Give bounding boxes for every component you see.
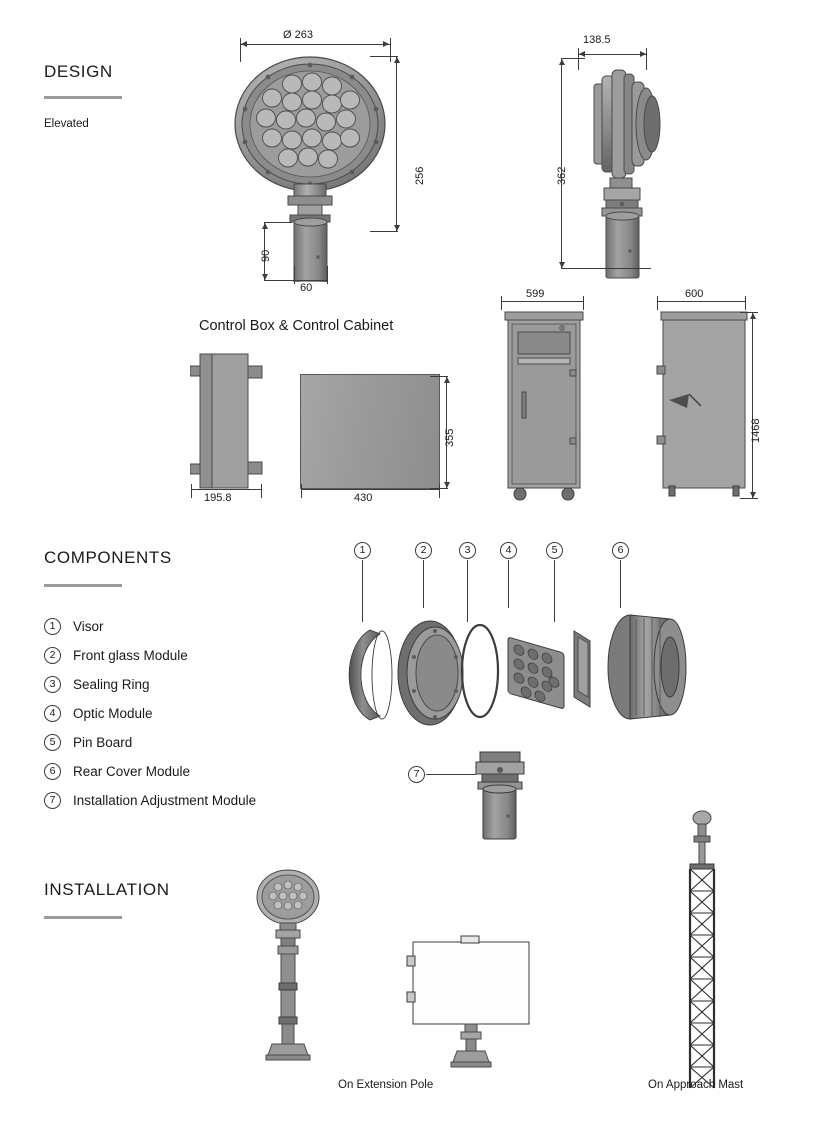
dim-line-60 (294, 280, 327, 281)
dim-box-width: 430 (354, 492, 373, 504)
components-rule (44, 584, 122, 587)
ext-line (740, 498, 758, 499)
control-box-title: Control Box & Control Cabinet (199, 318, 394, 334)
dim-lamp-height: 256 (414, 166, 426, 185)
dim-arrow (262, 223, 268, 229)
installation-section-title: INSTALLATION (44, 880, 170, 899)
dim-arrow (640, 51, 646, 57)
dim-arrow (559, 59, 565, 65)
callout-line-5 (554, 560, 555, 622)
ext-line (430, 488, 448, 489)
component-number: 5 (44, 734, 61, 751)
dim-base-width: 60 (300, 282, 313, 294)
dim-cabinet-height: 1468 (750, 418, 762, 443)
installation-extension-pole (240, 865, 350, 1065)
control-cabinet-side-view (655, 308, 765, 503)
dim-lamp-diameter: Ø 263 (283, 29, 313, 41)
dim-arrow (750, 313, 756, 319)
component-label: Front glass Module (73, 648, 188, 663)
dim-arrow (394, 57, 400, 63)
adjustment-module-diagram (470, 748, 540, 848)
component-number: 4 (44, 705, 61, 722)
callout-5: 5 (546, 542, 563, 559)
dim-arrow (559, 262, 565, 268)
installation-approach-mast (668, 806, 728, 1096)
dim-side-height: 362 (556, 166, 568, 185)
callout-3: 3 (459, 542, 476, 559)
component-label: Sealing Ring (73, 677, 150, 692)
ext-line (561, 58, 585, 59)
ext-line (745, 296, 746, 310)
dim-cabinet-side-width: 600 (685, 288, 704, 300)
components-section-title: COMPONENTS (44, 548, 172, 567)
component-label: Optic Module (73, 706, 153, 721)
component-label: Pin Board (73, 735, 133, 750)
callout-line-2 (423, 560, 424, 608)
ext-line (191, 484, 192, 498)
ext-line (301, 484, 302, 498)
ext-line (561, 268, 651, 269)
caption-extension-pole: On Extension Pole (338, 1079, 434, 1091)
dim-arrow (444, 377, 450, 383)
component-item-6 (44, 757, 256, 786)
dim-arrow (241, 41, 247, 47)
ext-line (390, 44, 391, 62)
design-section-title: DESIGN (44, 62, 113, 81)
dim-line-599 (501, 301, 583, 302)
installation-rule (44, 916, 122, 919)
callout-4: 4 (500, 542, 517, 559)
callout-2: 2 (415, 542, 432, 559)
component-label: Visor (73, 619, 104, 634)
component-item-4 (44, 699, 256, 728)
component-number: 3 (44, 676, 61, 693)
callout-line-4 (508, 560, 509, 608)
dim-arrow (394, 225, 400, 231)
control-box-front-view (300, 374, 440, 489)
dim-base-height: 90 (260, 249, 272, 262)
dim-line-430 (301, 489, 439, 490)
design-rule (44, 96, 122, 99)
dim-box-height: 355 (444, 428, 456, 447)
ext-line (264, 222, 292, 223)
dim-cabinet-width: 599 (526, 288, 545, 300)
dim-line-600 (657, 301, 745, 302)
ext-line (657, 296, 658, 310)
component-number: 2 (44, 647, 61, 664)
component-label: Rear Cover Module (73, 764, 191, 779)
ext-line (264, 280, 296, 281)
callout-6: 6 (612, 542, 629, 559)
installation-cabinet-stand (405, 930, 545, 1070)
dim-arrow (262, 274, 268, 280)
callout-1: 1 (354, 542, 371, 559)
dim-box-depth: 195.8 (204, 492, 232, 504)
dim-arrow (750, 492, 756, 498)
component-item-3 (44, 670, 256, 699)
control-box-side-view (190, 352, 280, 492)
component-number: 7 (44, 792, 61, 809)
callout-line-3 (467, 560, 468, 622)
dim-line-diameter (240, 44, 390, 45)
dim-line-1385 (578, 54, 646, 55)
dim-side-width: 138.5 (583, 34, 611, 46)
dim-line-1468 (752, 312, 753, 498)
components-list (44, 612, 256, 815)
dim-line-362 (561, 58, 562, 268)
component-item-5 (44, 728, 256, 757)
design-sub-label: Elevated (44, 118, 89, 130)
ext-line (583, 296, 584, 310)
ext-line (327, 266, 328, 284)
control-cabinet-front-view (500, 308, 590, 503)
dim-line-1958 (191, 489, 261, 490)
component-number: 6 (44, 763, 61, 780)
component-item-7 (44, 786, 256, 815)
dim-arrow (383, 41, 389, 47)
lamp-side-view (580, 52, 710, 282)
callout-line-6 (620, 560, 621, 608)
caption-approach-mast: On Approach Mast (648, 1079, 744, 1091)
ext-line (646, 48, 647, 70)
callout-line-7 (426, 774, 476, 775)
ext-line (294, 266, 295, 284)
component-item-2 (44, 641, 256, 670)
ext-line (439, 484, 440, 498)
callout-line-1 (362, 560, 363, 622)
dim-line-256 (396, 56, 397, 231)
component-item-1 (44, 612, 256, 641)
ext-line (501, 296, 502, 310)
ext-line (261, 484, 262, 498)
dim-arrow (579, 51, 585, 57)
lamp-front-view (232, 52, 432, 282)
exploded-assembly-diagram (340, 575, 710, 755)
dim-arrow (444, 482, 450, 488)
ext-line (370, 231, 398, 232)
component-number: 1 (44, 618, 61, 635)
component-label: Installation Adjustment Module (73, 793, 257, 808)
callout-7: 7 (408, 766, 425, 783)
